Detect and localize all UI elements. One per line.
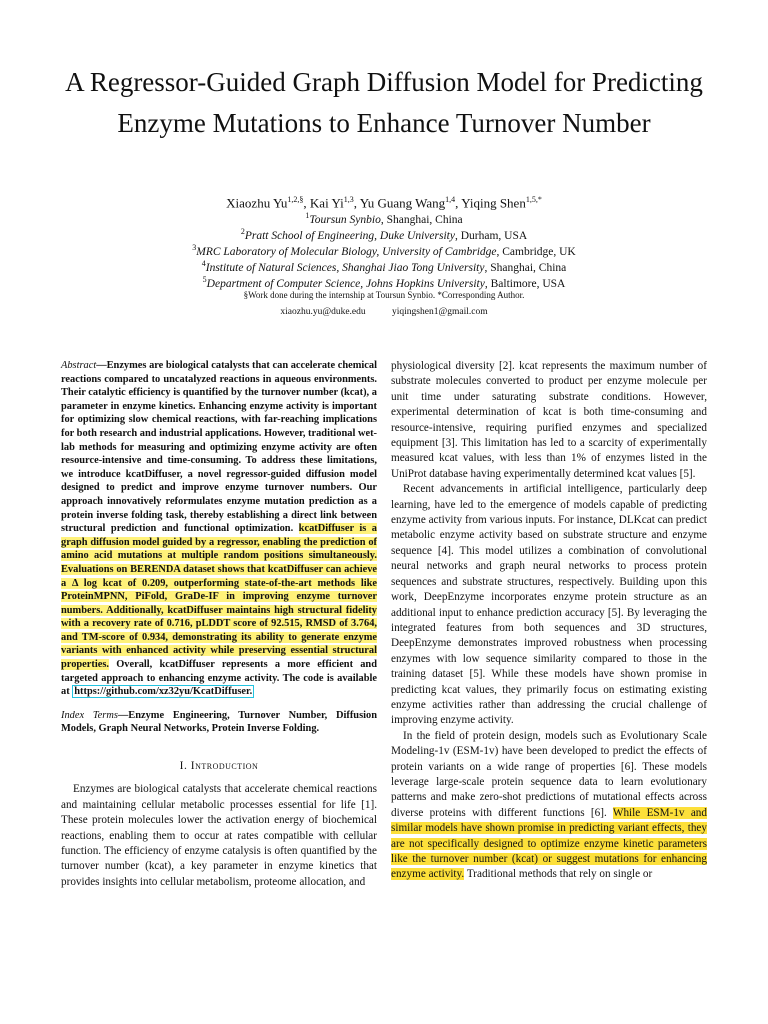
email-1[interactable]: xiaozhu.yu@duke.edu	[280, 307, 366, 317]
abstract-closing: Overall, kcatDiffuser represents a more efficient and targeted approach to enhancing enzyme activity. The code is available at	[61, 659, 377, 698]
affiliation-number: 1	[305, 211, 310, 220]
affiliation-number: 5	[202, 275, 207, 284]
index-terms-text: —Enzyme Engineering, Turnover Number, Diffusion Models, Graph Neural Networks, Protein Inverse Folding.	[61, 709, 377, 735]
author-name: Yu Guang Wang	[359, 195, 446, 211]
affiliation-institution: Pratt School of Engineering, Duke University	[244, 229, 455, 242]
right-paragraph-2: Recent advancements in artificial intelligence, particularly deep learning, have led to the emergence of models capable of predicting enzyme activity from various inputs. For instance, DLKcat can predict metabolic enzyme activity based on substrate structure and enzyme sequence [4]. This model utilizes a combination of convolutional neural networks and graph neural networks to process protein sequences and substrate structures, respectively. Building upon this work, DeepEnzyme incorporates enzyme protein structure as an additional input to enhance prediction accuracy [5]. By leveraging the integrated features from both sequences and 3D structures, DeepEnzyme demonstrates improved robustness when processing enzymes with low sequence similarity compared to those in the training dataset [5]. While these models have shown promise in predicting kcat values, they primarily focus on estimating existing enzyme activities rather than addressing the crucial challenge of improving enzyme activity.	[391, 483, 707, 727]
affiliation-line	[40, 272, 728, 292]
author-superscript: 1,5,*	[525, 195, 542, 204]
section-heading-introduction: I. Introduction	[179, 760, 259, 773]
footnote-line: §Work done during the internship at Toursun Synbio. *Corresponding Author.	[243, 290, 525, 300]
author-list: Xiaozhu $Yu^{1,2,\S}$, Kai Yi$^{1,3}$, Yu Guang Wang$^{1,4}$, Yiqing Shen$^{1,5,*}$	[226, 195, 542, 211]
right-paragraph-3-highlight: While ESM-1v and similar models have shown promise in predicting variant effects, they are not specifically designed to optimize enzyme kinetic parameters like the turnover number (kcat) or suggest mutations for enhancing enzyme activity.	[391, 806, 707, 881]
affiliation-institution: Institute of Natural Sciences, Shanghai Jiao Tong University	[205, 261, 485, 274]
right-paragraph-3	[391, 729, 707, 883]
abstract-highlight-1: kcatDiffuser is a graph diffusion model guided by a regressor, enabling the prediction of amino acid mutations at multiple random positions simultaneously.	[61, 523, 377, 562]
author-name: Kai Yi	[309, 195, 344, 211]
index-terms-lead: Index Terms	[61, 709, 118, 721]
affiliation-number: 2	[240, 227, 245, 236]
affiliation-location: , Shanghai, China	[380, 213, 463, 226]
abstract-lead: Abstract	[61, 360, 97, 371]
left-column	[61, 359, 377, 890]
intro-paragraph-left: Enzymes are biological catalysts that accelerate chemical reactions and maintaining cellular metabolic processes essential for life [1]. These protein molecules lower the activation energy of biochemical reactions, enabling them to occur at rates compatible with cellular function. The efficiency of enzyme catalysis is often quantified by the turnover number (kcat), a key parameter in enzyme kinetics that provides insights into cellular metabolism, proteome allocation, and	[61, 783, 377, 888]
abstract-highlight-2: Evaluations on BERENDA dataset shows that kcatDiffuser can achieve a Δ log kcat of 0.209, outperforming state-of-the-art methods like ProteinMPNN, PiFold, GraDe-IF in improving enzyme turnover numbers. Additionally, kcatDiffuser maintains high structural fidelity with a recovery rate of 0.716, pLDDT score of 92.515, RMSD of 3.764, and TM-score of 0.934, demonstrating its ability to generate enzyme variants with enhanced activity while preserving essential structural properties.	[61, 563, 377, 671]
right-paragraph-1: physiological diversity [2]. kcat represents the maximum number of substrate molecules converted to product per enzyme molecule per unit time under saturating substrate conditions. However, experimental determination of kcat is both time-consuming and resource-intensive, requiring purified enzymes and specialized equipment [3]. This limitation has led to a scarcity of experimentally measured kcat values, with less than 1% of enzymes listed in the UniProt database having experimentally determined kcat values [5].	[391, 360, 707, 480]
affiliation-number: 3	[192, 243, 197, 252]
code-link[interactable]: https://github.com/xz32yu/KcatDiffuser.	[74, 686, 253, 698]
affiliation-institution: MRC Laboratory of Molecular Biology, University of Cambridge	[196, 245, 497, 258]
author-superscript: 1,3	[343, 195, 354, 204]
right-paragraph-3-tail: Traditional methods that rely on single or	[466, 868, 653, 881]
affiliation-number: 4	[201, 259, 206, 268]
affiliation-location: , Baltimore, USA	[484, 277, 566, 290]
index-terms	[61, 709, 377, 736]
abstract-text: —Enzymes are biological catalysts that can accelerate chemical reactions compared to uncatalyzed reactions in aqueous environments. Their catalytic efficiency is quantified by the turnover number (kcat), a parameter in enzyme kinetics. Enhancing enzyme activity is important for optimizing slow chemical reactions, with far-reaching implications for both research and industrial applications. However, traditional wet-lab methods for measuring and optimizing enzyme activity are often resource-intensive and time-consuming. To address these limitations, we introduce kcatDiffuser, a novel regressor-guided diffusion model designed to predict and improve enzyme turnover numbers. Our approach innovatively reformulates enzyme mutation prediction as a protein inverse folding task, thereby establishing a direct link between structural prediction and functional optimization.	[61, 360, 377, 535]
affiliation-institution: Toursun Synbio	[309, 213, 381, 226]
affiliation-location: , Cambridge, UK	[496, 245, 576, 258]
email-line	[40, 307, 728, 317]
author-superscript: 1,4	[445, 195, 456, 204]
affiliation-location: , Durham, USA	[454, 229, 528, 242]
author-name: Xiaozhu Yu	[226, 195, 288, 211]
affiliation-institution: Department of Computer Science, Johns Hopkins University	[206, 277, 485, 290]
abstract	[61, 359, 377, 699]
email-2[interactable]: yiqingshen1@gmail.com	[392, 307, 488, 317]
affiliation-location: , Shanghai, China	[484, 261, 567, 274]
paper-title: A Regressor-Guided Graph Diffusion Model for Predicting Enzyme Mutations to Enhance Turnover Number	[65, 67, 703, 138]
author-name: Yiqing Shen	[461, 195, 526, 211]
right-column	[391, 359, 707, 883]
right-paragraph-3-text: In the field of protein design, models such as Evolutionary Scale Modeling-1v (ESM-1v) have been developed to predict the effects of protein variants on a wide range of properties [6]. These models leverage large-scale protein sequence data to learn evolutionary patterns and make zero-shot predictions of mutational effects across diverse proteins with different functions [6].	[391, 729, 707, 819]
author-superscript: 1,2,§	[287, 195, 304, 204]
